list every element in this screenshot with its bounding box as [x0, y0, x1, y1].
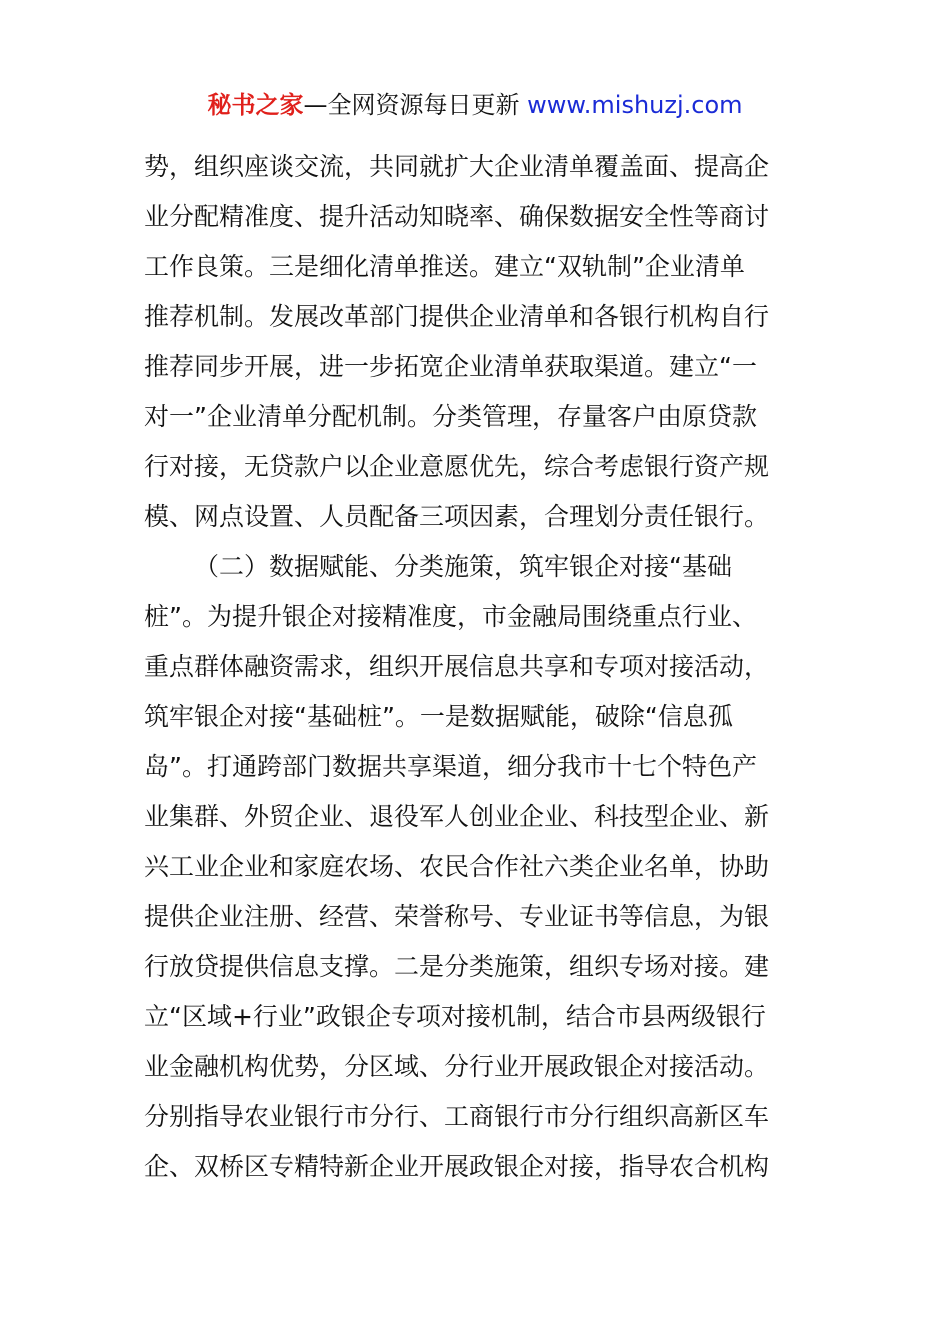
header-tagline: 全网资源每日更新: [327, 91, 520, 119]
body-line: 行放贷提供信息支撑。二是分类施策，组织专场对接。建: [144, 952, 770, 981]
header-separator: —: [303, 91, 328, 119]
body-line: 业金融机构优势，分区域、分行业开展政银企对接活动。: [144, 1052, 770, 1081]
body-line: 推荐同步开展，进一步拓宽企业清单获取渠道。建立“一: [144, 352, 757, 381]
body-line: 提供企业注册、经营、荣誉称号、专业证书等信息，为银: [144, 902, 770, 931]
body-line: 企、双桥区专精特新企业开展政银企对接，指导农合机构: [144, 1152, 770, 1181]
body-line: 对一”企业清单分配机制。分类管理，存量客户由原贷款: [144, 402, 757, 431]
body-line: 势，组织座谈交流，共同就扩大企业清单覆盖面、提高企: [144, 152, 770, 181]
page-header: [0, 88, 950, 122]
header-url-link[interactable]: www.mishuzj.com: [527, 91, 743, 119]
section-heading-line: （二）数据赋能、分类施策，筑牢银企对接“基础: [194, 552, 732, 581]
body-line: 分别指导农业银行市分行、工商银行市分行组织高新区车: [144, 1102, 770, 1131]
brand-name: 秘书之家: [207, 91, 304, 119]
document-body: [144, 142, 824, 1192]
body-line: 业分配精准度、提升活动知晓率、确保数据安全性等商讨: [144, 202, 770, 231]
body-line: 重点群体融资需求，组织开展信息共享和专项对接活动，: [144, 652, 770, 681]
body-line: 模、网点设置、人员配备三项因素，合理划分责任银行。: [144, 502, 770, 531]
body-line: 推荐机制。发展改革部门提供企业清单和各银行机构自行: [144, 302, 770, 331]
body-line: 立“区域+行业”政银企专项对接机制，结合市县两级银行: [144, 1002, 766, 1031]
body-line: 兴工业企业和家庭农场、农民合作社六类企业名单，协助: [144, 852, 770, 881]
body-line: 业集群、外贸企业、退役军人创业企业、科技型企业、新: [144, 802, 770, 831]
body-line: 行对接，无贷款户以企业意愿优先，综合考虑银行资产规: [144, 452, 770, 481]
body-line: 工作良策。三是细化清单推送。建立“双轨制”企业清单: [144, 252, 745, 281]
body-line: 岛”。打通跨部门数据共享渠道，细分我市十七个特色产: [144, 752, 757, 781]
body-line: 桩”。为提升银企对接精准度，市金融局围绕重点行业、: [144, 602, 757, 631]
body-line: 筑牢银企对接“基础桩”。一是数据赋能，破除“信息孤: [144, 702, 733, 731]
